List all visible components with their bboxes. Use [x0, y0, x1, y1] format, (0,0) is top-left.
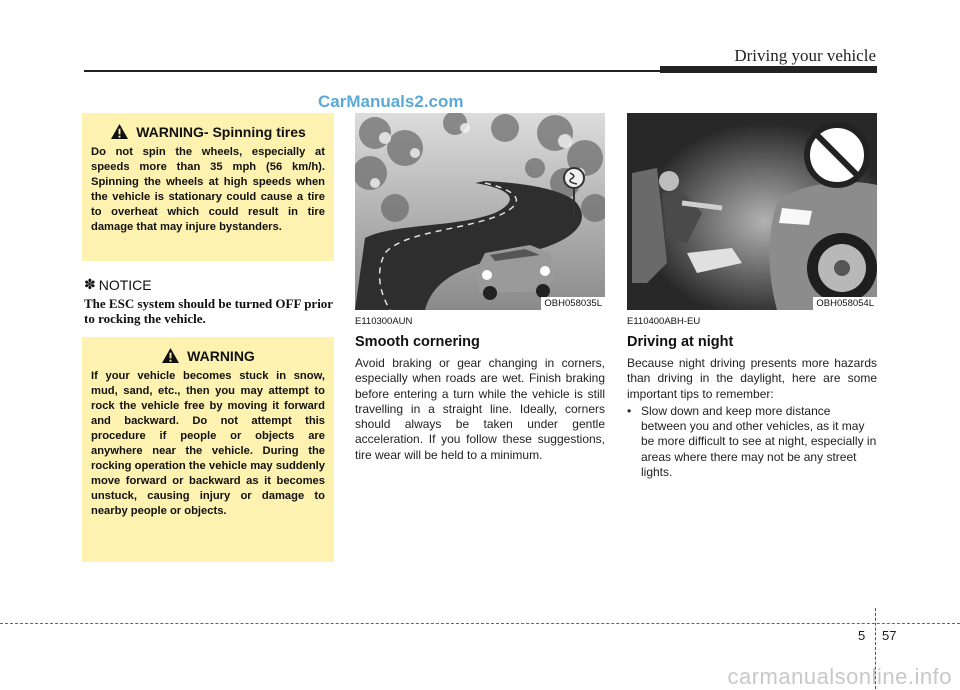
figure-smooth-cornering	[355, 113, 605, 310]
warning-title: WARNING	[187, 347, 255, 364]
warning-title: WARNING	[136, 123, 204, 140]
warning-rocking-vehicle	[82, 337, 334, 562]
warning-body: If your vehicle becomes stuck in snow, mud, sand, etc., then you may attempt to rock the vehicle free by moving it forward and backward. Do not attempt this procedure if people or objects are anywhere near the vehicle. During the rocking operation the vehicle may suddenly move forward or backward as it becomes unstuck, causing injury or damage to nearby people or objects.	[91, 370, 325, 517]
section-code: E110300AUN	[355, 316, 413, 327]
figure-driving-at-night	[627, 113, 877, 310]
prohibition-icon	[807, 125, 867, 185]
list-item-text: Slow down and keep more distance between you and other vehicles, as it may be more difficult to see at night, especially in areas where there may not be any street lights.	[641, 403, 877, 480]
warning-header	[91, 123, 325, 140]
watermark-top[interactable]: CarManuals2.com	[318, 92, 464, 111]
headlight-car-icon	[770, 182, 878, 310]
figure-label: OBH058054L	[813, 297, 877, 310]
list-item	[627, 404, 877, 480]
section-smooth-cornering	[355, 316, 605, 463]
warning-body: Do not spin the wheels, especially at speeds more than 35 mph (56 km/h). Spinning the wheels at high speeds when the vehicle is stationary could cause a tire to overheat which could result in tire damage that may injure bystanders.	[91, 146, 325, 233]
header-title: Driving your vehicle	[734, 46, 876, 65]
warning-triangle-icon	[110, 123, 129, 140]
cornering-illustration	[355, 113, 605, 310]
warning-spinning-tires	[82, 113, 334, 261]
section-title: Driving at night	[627, 334, 734, 350]
notice-star-icon: ✽	[84, 276, 96, 292]
header-bar	[660, 66, 877, 73]
warning-subtitle: - Spinning tires	[203, 123, 306, 140]
page-number: 57	[882, 628, 897, 643]
warning-triangle-icon	[161, 347, 180, 364]
car-icon	[475, 245, 555, 300]
notice-header	[84, 276, 336, 293]
section-driving-at-night	[627, 316, 877, 480]
section-body: Because night driving presents more hazards than driving in the daylight, here are some important tips to remember:	[627, 356, 877, 401]
section-code: E110400ABH-EU	[627, 316, 701, 327]
notice-box	[84, 276, 336, 326]
header-rule	[84, 70, 660, 72]
notice-title: NOTICE	[98, 276, 152, 293]
section-title: Smooth cornering	[355, 334, 480, 350]
section-body: Avoid braking or gear changing in corners, especially when roads are wet. Finish braking before entering a turn while the vehicle is still travelling in a straight line. Ideally, corners should always be taken under gentle acceleration. If you follow these suggestions, tire wear will be held to a minimum.	[355, 356, 605, 462]
figure-label: OBH058035L	[541, 297, 605, 310]
warning-header	[91, 347, 325, 364]
section-number: 5	[858, 628, 866, 643]
notice-body: The ESC system should be turned OFF prior to rocking the vehicle.	[84, 296, 333, 326]
watermark-bottom[interactable]: carmanualsonline.info	[727, 664, 952, 689]
footer-rule	[0, 623, 960, 624]
bullet-icon: •	[627, 403, 632, 418]
night-driving-illustration	[627, 113, 877, 310]
